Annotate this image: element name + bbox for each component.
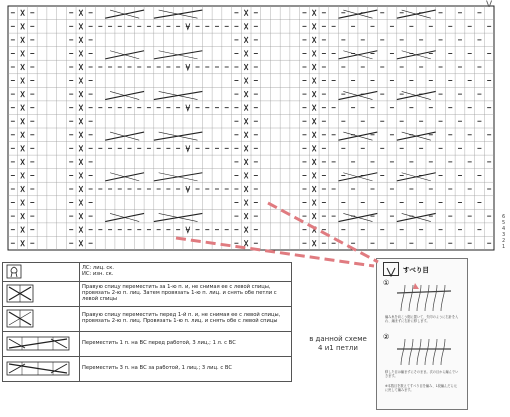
twisted-stitch-mark (21, 172, 25, 178)
row-number: 2 (502, 238, 506, 244)
twisted-stitch-mark (312, 213, 316, 219)
twisted-stitch-mark (79, 159, 83, 165)
twisted-stitch-mark (312, 37, 316, 43)
legend-text: Переместить 1 п. на ВС перед работой, 3 лиц.; 1 л. с ВС (80, 332, 292, 357)
twisted-stitch-mark (244, 172, 248, 178)
twisted-stitch-mark (21, 50, 25, 56)
step-2-marker: ② (383, 333, 390, 341)
legend-text: Правую спицу переместить за 1-ю п. и, не снимая ее с левой спицы, провязать 2-ю п. лиц. Затем провязать 1-ю п. лиц. и снять обе петли с левой спицы (80, 282, 292, 307)
twisted-stitch-mark (244, 23, 248, 29)
twisted-stitch-mark (244, 10, 248, 16)
twisted-stitch-mark (79, 172, 83, 178)
twisted-stitch-mark (21, 240, 25, 246)
twisted-stitch-mark (244, 213, 248, 219)
twisted-stitch-mark (312, 159, 316, 165)
twisted-stitch-mark (244, 159, 248, 165)
legend-symbol-cell (3, 357, 80, 382)
step-1-marker: ① (383, 279, 390, 287)
twisted-stitch-mark (244, 145, 248, 151)
legend-row (3, 282, 292, 307)
twisted-stitch-mark (79, 37, 83, 43)
twisted-stitch-mark (312, 200, 316, 206)
twisted-stitch-mark (79, 145, 83, 151)
twisted-stitch-mark (312, 64, 316, 70)
purl-symbol-icon (5, 264, 77, 280)
legend-row (3, 307, 292, 332)
twisted-stitch-mark (312, 78, 316, 84)
twisted-stitch-mark (312, 50, 316, 56)
twisted-stitch-mark (244, 227, 248, 233)
cable-3-1-back-icon (5, 360, 77, 378)
slip-stitch-symbol-icon (383, 262, 399, 276)
step-2-text: 移した目は編まずにそのまま。次の目から編んでいきます。 (385, 370, 459, 378)
twisted-stitch-mark (79, 227, 83, 233)
scheme-note: в данной схеме 4 и1 петли (309, 335, 367, 353)
corner-symbol: V (486, 0, 493, 10)
twisted-stitch-mark (21, 64, 25, 70)
twisted-stitch-mark (244, 186, 248, 192)
row-number: 1 (502, 244, 506, 250)
twisted-stitch-mark (312, 91, 316, 97)
twisted-stitch-mark (79, 118, 83, 124)
cable-cross-mark (159, 132, 198, 140)
twisted-stitch-mark (79, 64, 83, 70)
legend-symbol-cell (3, 332, 80, 357)
legend-row (3, 357, 292, 382)
twisted-stitch-mark (244, 64, 248, 70)
twisted-stitch-mark (244, 105, 248, 111)
twisted-stitch-mark (79, 200, 83, 206)
twisted-stitch-mark (21, 132, 25, 138)
twisted-stitch-mark (79, 213, 83, 219)
legend-text: ЛС: лиц. ск. ИС: изн. ск. (80, 263, 292, 282)
row-number: 4 (502, 226, 506, 232)
cross-right-icon (5, 283, 77, 305)
twisted-stitch-mark (21, 227, 25, 233)
twisted-stitch-mark (21, 10, 25, 16)
twisted-stitch-mark (312, 172, 316, 178)
twisted-stitch-mark (312, 118, 316, 124)
twisted-stitch-mark (312, 105, 316, 111)
row-number: 3 (502, 232, 506, 238)
row-number: 5 (502, 220, 506, 226)
twisted-stitch-mark (79, 91, 83, 97)
step-1-illustration-icon (395, 281, 453, 315)
twisted-stitch-mark (244, 118, 248, 124)
twisted-stitch-mark (312, 132, 316, 138)
twisted-stitch-mark (21, 37, 25, 43)
cable-cross-mark (159, 10, 198, 18)
twisted-stitch-mark (244, 78, 248, 84)
cable-cross-mark (159, 51, 198, 59)
legend-row (3, 332, 292, 357)
symbol-legend (2, 262, 292, 382)
legend-symbol-cell (3, 307, 80, 332)
twisted-stitch-mark (79, 240, 83, 246)
twisted-stitch-mark (79, 78, 83, 84)
twisted-stitch-mark (21, 105, 25, 111)
legend-text: Переместить 3 п. на ВС за работой, 1 лиц.; 3 лиц. с ВС (80, 357, 292, 382)
twisted-stitch-mark (21, 145, 25, 151)
slip-stitch-title: すべり目 (403, 266, 429, 274)
twisted-stitch-mark (312, 10, 316, 16)
twisted-stitch-mark (21, 118, 25, 124)
cable-cross-mark (159, 173, 198, 181)
legend-text: Правую спицу переместить перед 1-й п. и, не снимая ее с левой спицы, провязать 2-ю п. лиц. Провязать 1-ю п. лиц. и снять обе с левой спицы (80, 307, 292, 332)
twisted-stitch-mark (312, 145, 316, 151)
slip-stitch-panel (376, 258, 468, 410)
cable-3-1-front-icon (5, 335, 77, 353)
twisted-stitch-mark (21, 159, 25, 165)
twisted-stitch-mark (312, 227, 316, 233)
legend-symbol-cell (3, 282, 80, 307)
twisted-stitch-mark (21, 186, 25, 192)
twisted-stitch-mark (79, 23, 83, 29)
footnote-text: ※本数目を数えてすべり目を編み、1段編んだら元に戻して編みます。 (385, 384, 457, 392)
twisted-stitch-mark (244, 240, 248, 246)
twisted-stitch-mark (79, 10, 83, 16)
twisted-stitch-mark (244, 37, 248, 43)
twisted-stitch-mark (244, 200, 248, 206)
twisted-stitch-mark (244, 132, 248, 138)
twisted-stitch-mark (312, 23, 316, 29)
legend-symbol-cell (3, 263, 80, 282)
row-number: 6 (502, 214, 506, 220)
twisted-stitch-mark (21, 91, 25, 97)
cross-left-icon (5, 308, 77, 330)
twisted-stitch-mark (21, 213, 25, 219)
twisted-stitch-mark (312, 186, 316, 192)
twisted-stitch-mark (21, 200, 25, 206)
twisted-stitch-mark (79, 132, 83, 138)
step-2-illustration-icon (395, 335, 453, 369)
legend-row (3, 263, 292, 282)
twisted-stitch-mark (244, 91, 248, 97)
twisted-stitch-mark (79, 105, 83, 111)
twisted-stitch-mark (21, 23, 25, 29)
twisted-stitch-mark (244, 50, 248, 56)
cable-cross-mark (159, 213, 198, 221)
twisted-stitch-mark (312, 240, 316, 246)
cable-cross-mark (159, 91, 198, 99)
twisted-stitch-mark (79, 50, 83, 56)
step-1-text: 編み糸を向こう側に置いて、矢印のように右針を入れ、編まずに右針に移します。 (385, 315, 459, 323)
twisted-stitch-mark (79, 186, 83, 192)
twisted-stitch-mark (21, 78, 25, 84)
